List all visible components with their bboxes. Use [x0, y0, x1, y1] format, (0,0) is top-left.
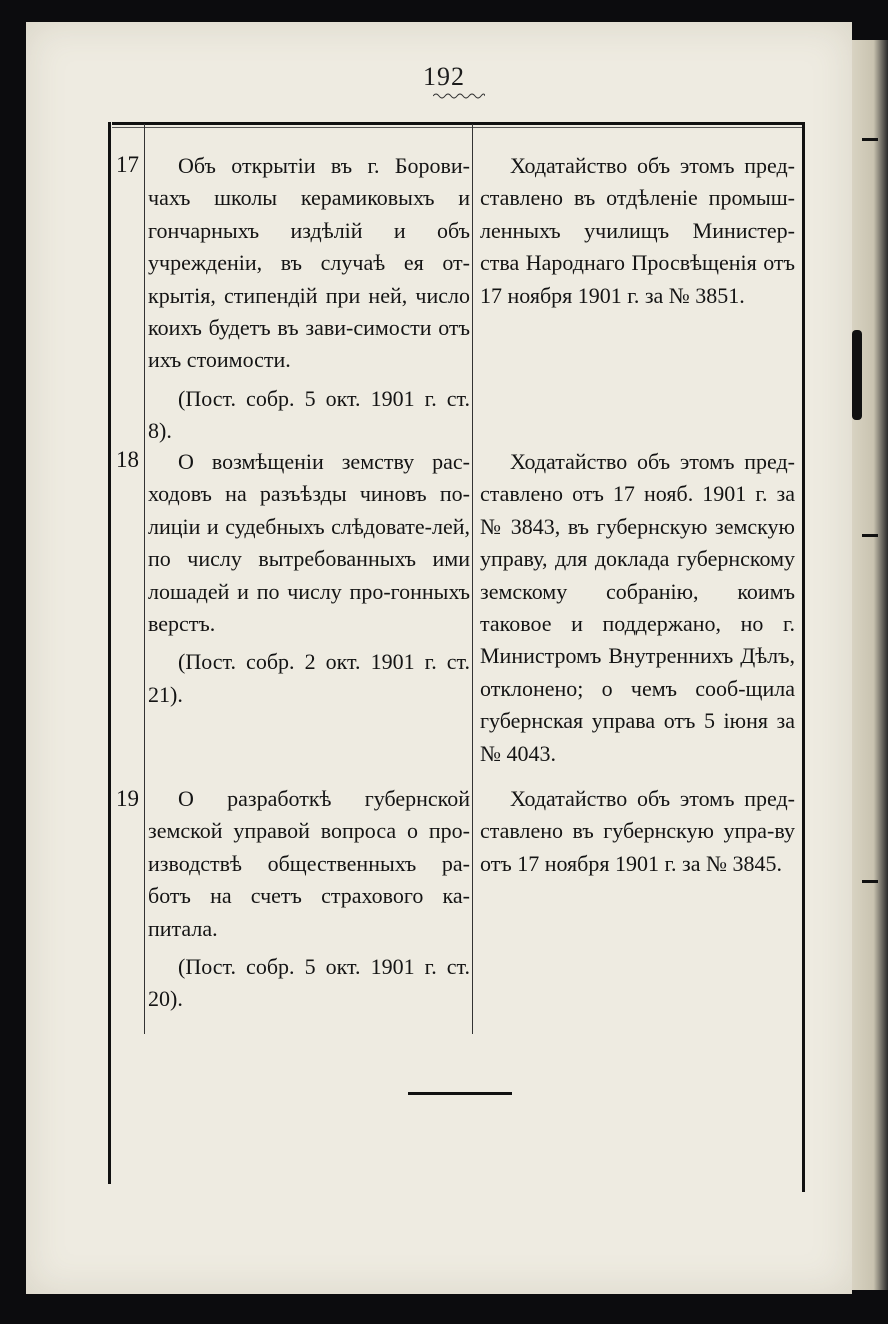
entry-number: 17 [116, 152, 139, 177]
page-number-ornament [433, 92, 485, 100]
entry-outcome [480, 446, 795, 770]
entry-number: 19 [116, 786, 139, 811]
number-column-divider [144, 124, 145, 1034]
entry-number: 18 [116, 447, 139, 472]
column-divider [472, 124, 473, 1034]
table-right-border [802, 124, 805, 1192]
entry-reference: (Пост. собр. 2 окт. 1901 г. ст. 21). [148, 649, 470, 707]
entry-outcome-text: Ходатайство объ этомъ пред-ставлено въ губернскую упра-ву отъ 17 ноября 1901 г. за № 3845. [480, 786, 795, 876]
page-number: 192 [423, 62, 465, 91]
table-top-rule-thin [112, 127, 805, 128]
entry-reference: (Пост. собр. 5 окт. 1901 г. ст. 20). [148, 954, 470, 1012]
closing-rule [408, 1092, 512, 1095]
table-left-border [108, 122, 111, 1184]
edge-mark [862, 138, 878, 141]
entry-subject: Объ открытіи въ г. Борови-чахъ школы керамиковыхъ и гончарныхъ издѣлій и объ учрежденіи, въ случаѣ ея от-крытія, стипендій при ней, число коихъ будетъ въ зави-симости отъ ихъ стоимости. [148, 153, 470, 373]
table-top-rule [112, 122, 805, 125]
entry-subject-cell [148, 446, 470, 711]
entry-subject-cell [148, 150, 470, 448]
entry-outcome-text: Ходатайство объ этомъ пред-ставлено въ отдѣленіе промыш-ленныхъ училищъ Министер-ства Народнаго Просвѣщенія отъ 17 ноября 1901 г. за № 3851. [480, 153, 795, 308]
entry-subject-cell [148, 783, 470, 1016]
entry-reference: (Пост. собр. 5 окт. 1901 г. ст. 8). [148, 385, 470, 444]
entry-subject: О возмѣщеніи земству рас-ходовъ на разъѣзды чиновъ по-лиціи и судебныхъ слѣдовате-лей, по числу вытребованныхъ ими лошадей и по числу про-гонныхъ верстъ. [148, 449, 470, 637]
next-page-edge [852, 40, 888, 1290]
entry-subject: О разработкѣ губернской земской управой вопроса о про-изводствѣ общественныхъ ра-ботъ на счетъ страхового ка-питала. [148, 786, 470, 941]
entry-outcome-text: Ходатайство объ этомъ пред-ставлено отъ 17 нояб. 1901 г. за № 3843, въ губернскую земскую управу, для доклада губернскому земскому собранію, коимъ таковое и поддержано, но г. Министромъ Внутреннихъ Дѣлъ, отклонено; о чемъ сооб-щила губернская управа отъ 5 іюня за № 4043. [480, 449, 795, 766]
edge-mark [852, 330, 862, 420]
entry-outcome [480, 150, 795, 312]
edge-mark [862, 534, 878, 537]
entry-outcome [480, 783, 795, 880]
edge-mark [862, 880, 878, 883]
